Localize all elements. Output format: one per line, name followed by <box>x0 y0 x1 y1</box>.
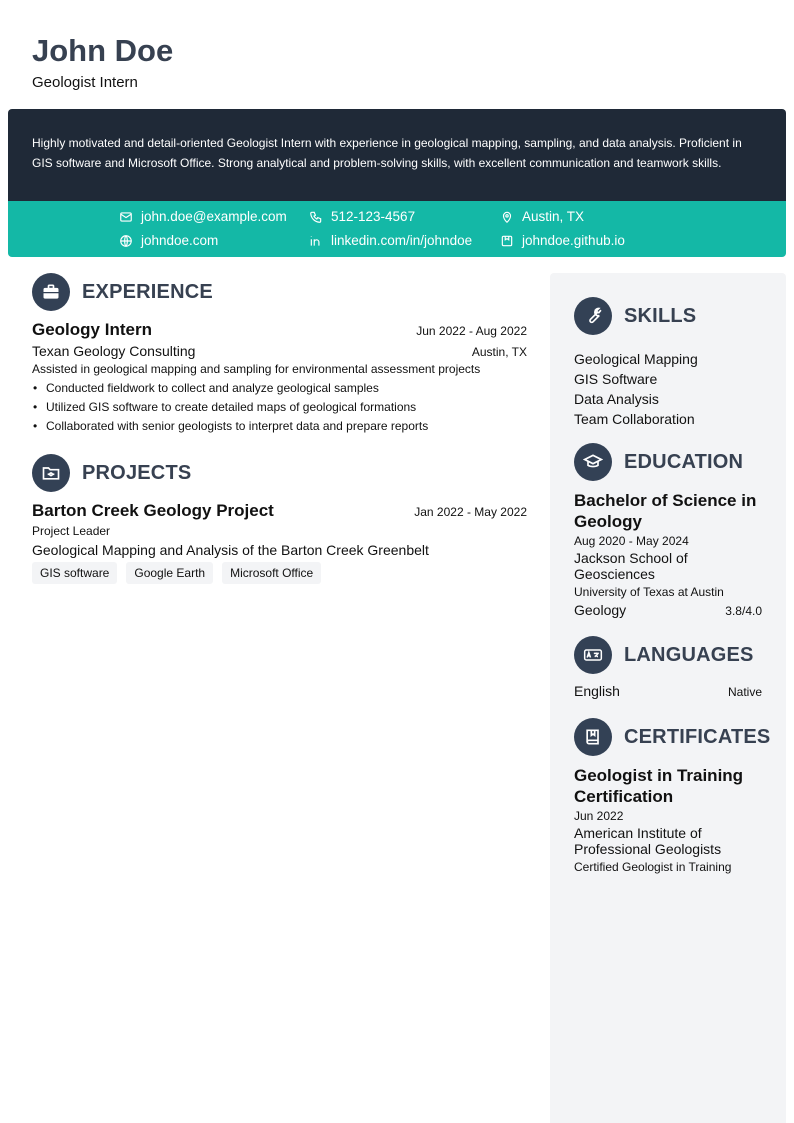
language-item <box>574 683 762 699</box>
job-description: Assisted in geological mapping and sampling for environmental assessment projects <box>32 362 481 376</box>
experience-item <box>32 320 527 436</box>
skill-item: Team Collaboration <box>574 411 695 427</box>
certificates-header <box>574 718 771 756</box>
contact-website[interactable] <box>119 233 218 248</box>
contact-linkedin-text: linkedin.com/in/johndoe <box>331 233 473 248</box>
job-dates: Jun 2022 - Aug 2022 <box>416 324 527 338</box>
job-location: Austin, TX <box>471 345 527 359</box>
sidebar <box>550 273 786 1123</box>
job-title: Geology Intern <box>32 320 152 339</box>
contact-github[interactable] <box>500 233 625 248</box>
list-item: • Utilized GIS software to create detailed maps of geological formations <box>32 398 527 417</box>
certificate-date: Jun 2022 <box>574 809 624 823</box>
skill-item: Data Analysis <box>574 391 659 407</box>
certificate-description: Certified Geologist in Training <box>574 860 732 874</box>
skills-list <box>574 349 762 429</box>
experience-header <box>32 273 527 311</box>
globe-icon <box>119 234 133 248</box>
contact-email[interactable] <box>119 209 287 224</box>
experience-title: EXPERIENCE <box>82 280 213 303</box>
skills-header <box>574 297 762 335</box>
education-title: EDUCATION <box>624 450 744 473</box>
tag: Google Earth <box>126 562 213 584</box>
folder-icon <box>32 454 70 492</box>
certificate-title: Geologist in Training Certification <box>574 766 744 806</box>
projects-title: PROJECTS <box>82 461 192 484</box>
certificate-issuer: American Institute of Professional Geologists <box>574 825 722 857</box>
contact-location-text: Austin, TX <box>522 209 585 224</box>
summary-block <box>8 109 786 201</box>
browser-icon <box>500 234 514 248</box>
contact-github-text: johndoe.github.io <box>522 233 625 248</box>
briefcase-icon <box>32 273 70 311</box>
candidate-name: John Doe <box>32 33 174 68</box>
school-name: Jackson School of Geosciences <box>574 550 688 582</box>
list-item: • Collaborated with senior geologists to interpret data and prepare reports <box>32 417 527 436</box>
contact-phone-text: 512-123-4567 <box>331 209 416 224</box>
project-description: Geological Mapping and Analysis of the Barton Creek Greenbelt <box>32 542 429 558</box>
languages-header <box>574 636 762 674</box>
main-column <box>32 273 527 584</box>
linkedin-icon <box>309 234 323 248</box>
skills-title: SKILLS <box>624 304 697 327</box>
certificate-item <box>574 765 762 874</box>
contact-linkedin[interactable] <box>309 233 472 248</box>
project-role: Project Leader <box>32 524 111 538</box>
university-name: University of Texas at Austin <box>574 585 724 599</box>
gpa: 3.8/4.0 <box>725 604 762 618</box>
summary-text: Highly motivated and detail-oriented Geologist Intern with experience in geological mapping, sampling, and data analysis. Proficient in GIS software and Microsoft Office. Strong analytical and problem-solving skills, with excellent communication and teamwork skills. <box>32 136 742 170</box>
field-of-study: Geology <box>574 602 627 618</box>
phone-icon <box>309 210 323 224</box>
mail-icon <box>119 210 133 224</box>
contact-location <box>500 209 584 224</box>
list-item: • Conducted fieldwork to collect and analyze geological samples <box>32 379 527 398</box>
languages-title: LANGUAGES <box>624 643 754 666</box>
skill-item: Geological Mapping <box>574 351 698 367</box>
graduation-cap-icon <box>574 443 612 481</box>
tag: GIS software <box>32 562 117 584</box>
contact-bar <box>8 201 786 257</box>
translate-icon <box>574 636 612 674</box>
skill-item: GIS Software <box>574 371 658 387</box>
certificates-title: CERTIFICATES <box>624 725 771 748</box>
tag: Microsoft Office <box>222 562 321 584</box>
projects-header <box>32 454 527 492</box>
resume-header <box>32 33 173 91</box>
contact-phone[interactable] <box>309 209 415 224</box>
candidate-title: Geologist Intern <box>32 74 138 91</box>
language-level: Native <box>727 685 762 699</box>
project-dates: Jan 2022 - May 2022 <box>414 505 527 519</box>
project-title: Barton Creek Geology Project <box>32 501 274 520</box>
project-tags <box>32 562 527 584</box>
degree-title: Bachelor of Science in Geology <box>574 491 757 531</box>
map-pin-icon <box>500 210 514 224</box>
project-item <box>32 501 527 584</box>
wrench-icon <box>574 297 612 335</box>
contact-website-text: johndoe.com <box>141 233 219 248</box>
contact-email-text: john.doe@example.com <box>141 209 287 224</box>
company-name: Texan Geology Consulting <box>32 343 196 359</box>
education-dates: Aug 2020 - May 2024 <box>574 534 689 548</box>
job-bullets <box>32 379 527 436</box>
book-icon <box>574 718 612 756</box>
education-header <box>574 443 762 481</box>
education-item <box>574 490 762 618</box>
language-name: English <box>574 683 620 699</box>
